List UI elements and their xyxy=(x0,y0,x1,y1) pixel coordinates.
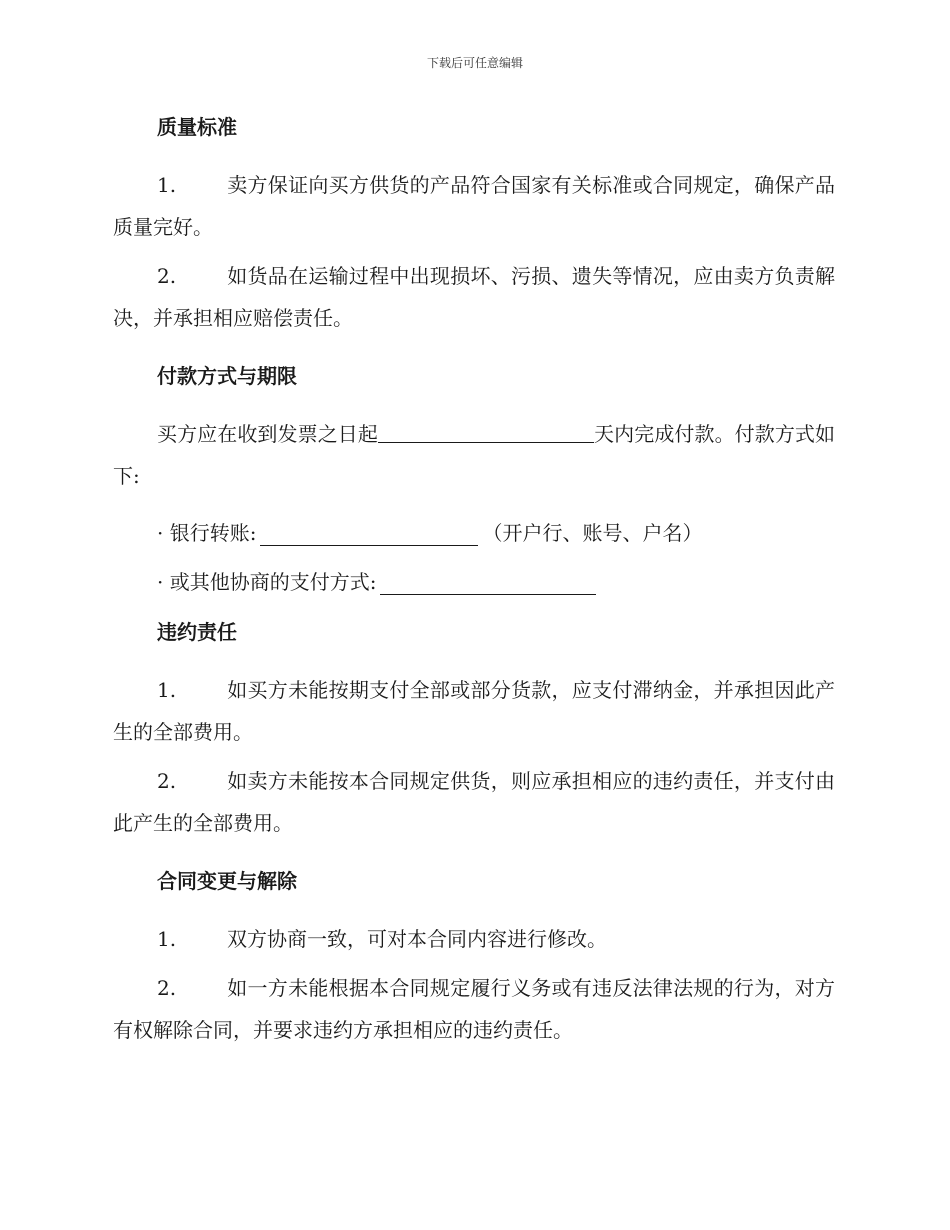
item-number: 2. xyxy=(157,264,177,288)
breach-item-1 xyxy=(113,669,835,753)
section-heading-breach: 违约责任 xyxy=(157,620,237,644)
item-text: 如一方未能根据本合同规定履行义务或有违反法律法规的行为，对方有权解除合同，并要求违约方承担相应的违约责任。 xyxy=(113,976,835,1042)
payment-intro xyxy=(113,413,835,497)
item-text: 卖方保证向买方供货的产品符合国家有关标准或合同规定，确保产品质量完好。 xyxy=(113,173,835,239)
item-number: 1. xyxy=(157,173,177,197)
item-text: 双方协商一致，可对本合同内容进行修改。 xyxy=(227,927,607,951)
page-header-note: 下载后可任意编辑 xyxy=(426,56,523,70)
item-number: 1. xyxy=(157,927,177,951)
bank-transfer-label: · 银行转账: xyxy=(157,521,257,545)
item-text: 如货品在运输过程中出现损坏、污损、遗失等情况，应由卖方负责解决，并承担相应赔偿责任。 xyxy=(113,264,835,330)
quality-item-1 xyxy=(113,164,835,248)
section-heading-payment: 付款方式与期限 xyxy=(157,364,297,388)
payment-intro-before: 买方应在收到发票之日起 xyxy=(157,422,378,446)
bank-transfer-blank[interactable] xyxy=(260,523,478,546)
item-number: 1. xyxy=(157,678,177,702)
section-heading-change: 合同变更与解除 xyxy=(157,869,297,893)
breach-item-2 xyxy=(113,760,835,844)
other-payment-label: · 或其他协商的支付方式: xyxy=(157,570,377,594)
quality-item-2 xyxy=(113,255,835,339)
change-item-2 xyxy=(113,967,835,1051)
item-text: 如买方未能按期支付全部或部分货款，应支付滞纳金，并承担因此产生的全部费用。 xyxy=(113,678,835,744)
payment-intro-after: 天内完成付款。付款方式如下: xyxy=(113,422,836,488)
document-body xyxy=(113,112,835,1051)
section-heading-quality: 质量标准 xyxy=(157,115,237,139)
change-item-1 xyxy=(113,918,835,960)
bank-transfer-line xyxy=(157,504,835,546)
item-number: 2. xyxy=(157,976,177,1000)
bank-transfer-suffix: （开户行、账号、户名） xyxy=(482,521,703,545)
item-number: 2. xyxy=(157,769,177,793)
other-payment-line xyxy=(157,553,835,595)
other-payment-blank[interactable] xyxy=(380,572,596,595)
payment-days-blank[interactable] xyxy=(378,420,594,443)
item-text: 如卖方未能按本合同规定供货，则应承担相应的违约责任，并支付由此产生的全部费用。 xyxy=(113,769,835,835)
